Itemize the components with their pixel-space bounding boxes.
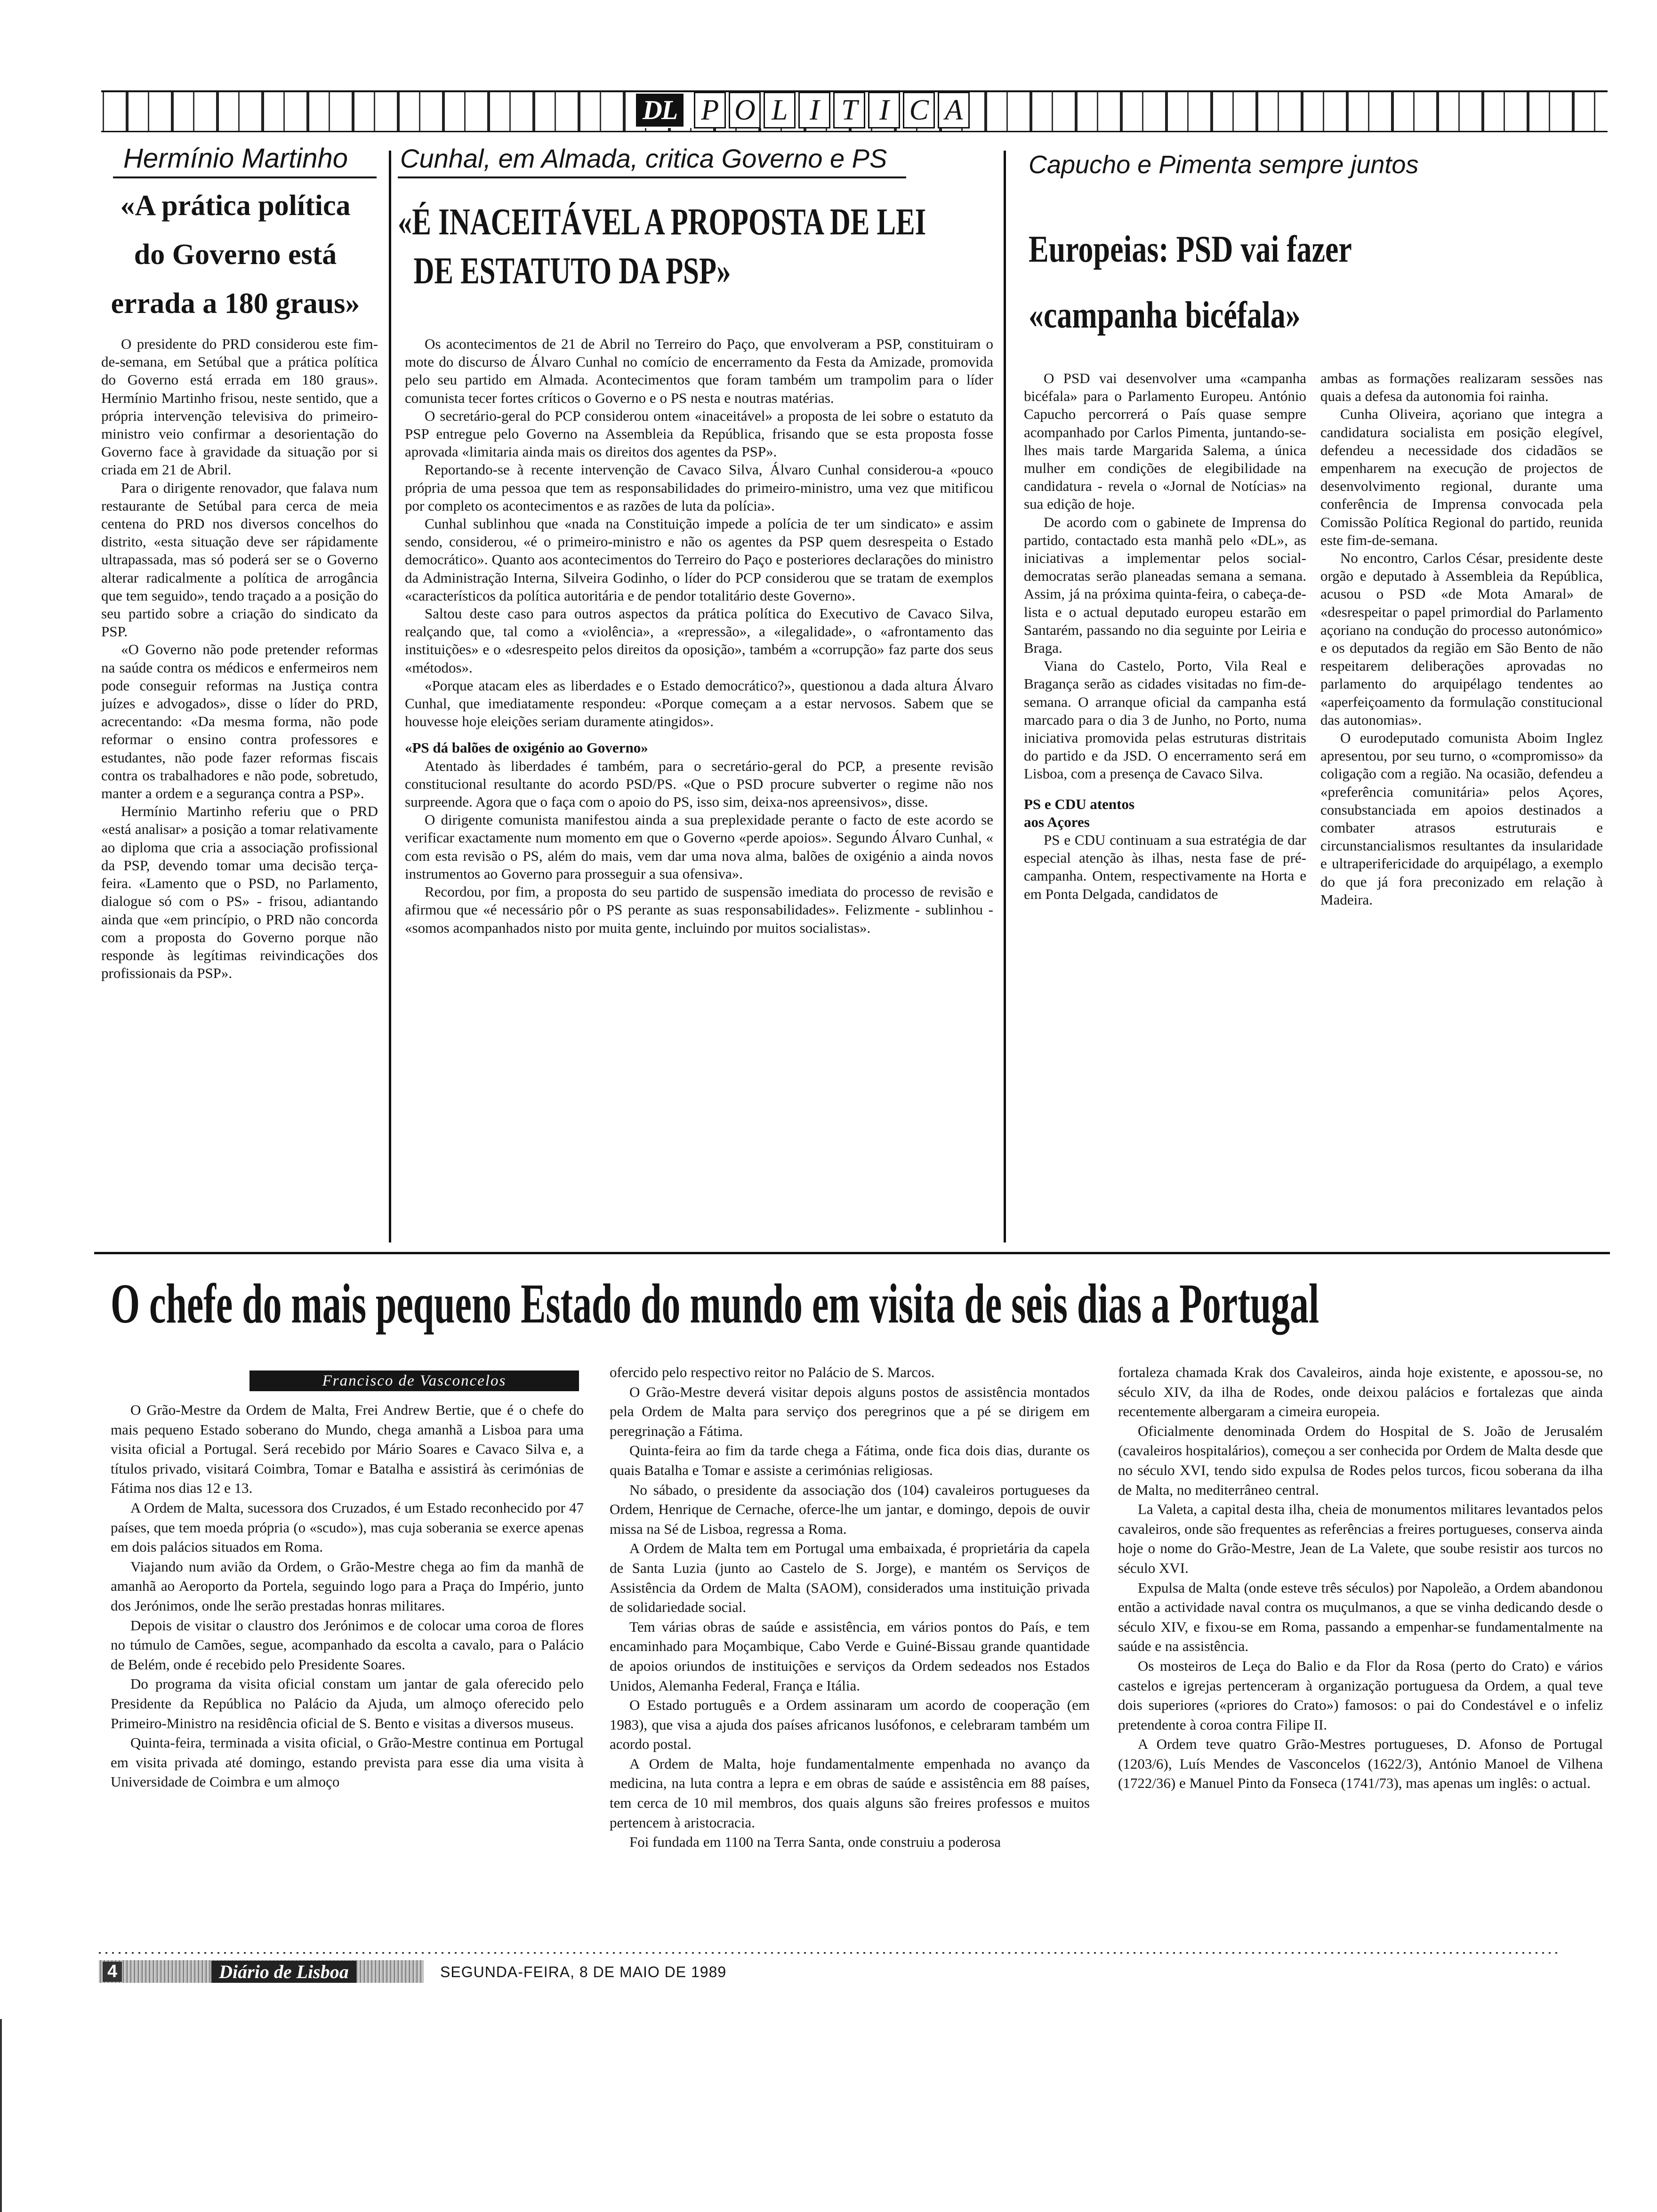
paragraph: Viajando num avião da Ordem, o Grão-Mestre chega ao fim da manhã de amanhã ao Aeroporto da Portela, seguindo logo para a Praça do Império, junto dos Jerónimos, onde lhe serão prestadas honras militares.: [111, 1558, 584, 1614]
section-letter: T: [833, 92, 865, 128]
paragraph: Viana do Castelo, Porto, Vila Real e Bragança serão as cidades visitadas no fim-de-semana. O arranque oficial da campanha está marcado para o dia 3 de Junho, no Porto, numa iniciativa promovida pelas estruturas distritais do partido e da JSD. O encerramento será em Lisboa, com a presença de Cavaco Silva.: [1024, 657, 1306, 782]
paragraph: Os acontecimentos de 21 de Abril no Terreiro do Paço, que envolveram a PSP, constituiram o mote do discurso de Álvaro Cunhal no comício de encerramento da Festa da Amizade, promovida pelo seu partido em Almada. Acontecimentos que foram também um trampolim para o líder comunista tecer fortes críticos o Governo e o PS nesta e noutras matérias.: [405, 336, 993, 406]
paragraph: A Ordem de Malta, sucessora dos Cruzados, é um Estado reconhecido por 47 países, que tem moeda própria (o «scudo»), mas cuja soberania se exerce apenas em dois palácios situados em Roma.: [111, 1499, 584, 1555]
paragraph: «O Governo não pode pretender reformas na saúde contra os médicos e enfermeiros nem pode conseguir reformas na Justiça contra juízes e advogados», disse o líder do PRD, acrecentando: «Da mesma forma, não pode reformar o ensino contra professores e estudantes, não pode fazer reformas fiscais contra os trabalhadores e não pode, sobretudo, manter a ordem e a segurança contra a PSP».: [101, 641, 378, 802]
kicker-underline: [398, 176, 906, 178]
article4-body-col1: [111, 1400, 584, 1792]
paragraph: O presidente do PRD considerou este fim-de-semana, em Setúbal que a prática política do Governo está errada em 180 graus». Hermínio Martinho frisou, neste sentido, que a própria intervenção televisiva do primeiro-ministro veio confirmar a desorientação do Governo face à gravidade da situação por si criada em 21 de Abril.: [101, 336, 378, 478]
headline-line: errada a 180 graus»: [111, 288, 360, 320]
paragraph: O PSD vai desenvolver uma «campanha bicéfala» para o Parlamento Europeu. António Capucho percorrerá o País quase sempre acompanhado por Carlos Pimenta, juntando-se-lhes mais tarde Margarida Salema, a única mulher em condições de elegibilidade na candidatura - revela o «Jornal de Notícias» na sua edição de hoje.: [1024, 370, 1306, 513]
article4-body-col3: [1118, 1362, 1603, 1793]
headline-line: «campanha bicéfala»: [1029, 295, 1301, 336]
section-letter: P: [694, 92, 726, 128]
section-letter: L: [764, 92, 796, 128]
paragraph: O eurodeputado comunista Aboim Inglez apresentou, por seu turno, o «compromisso» da coligação com a região. Na ocasião, defendeu a «preferência comunitária» pelos Açores, consubstanciada em apoios destinados a combater atrasos estruturais e circunstancialismos resultantes da insularidade e ultraperifericidade do arquipélago, a exemplo do que já fora preconizado em relação à Madeira.: [1320, 729, 1603, 908]
section-letter: A: [938, 92, 970, 128]
paragraph: Recordou, por fim, a proposta do seu partido de suspensão imediata do processo de revisão e afirmou que «é necessário pôr o PS perante as suas responsabilidades». Felizmente - sublinhou - «somos acompanhados nisto por muita gente, incluindo por muitos socialistas».: [405, 883, 993, 936]
paragraph: Hermínio Martinho referiu que o PRD «está analisar» a posição a tomar relativamente ao diploma que cria a associação profissional da PSP, devendo tomar uma decisão terça-feira. «Lamento que o PSD, no Parlamento, dialogue só com o PS» - frisou, adiantando ainda que «em princípio, o PRD não concorda com a proposta do Governo porque não responde às legítimas reivindicações dos profissionais da PSP».: [101, 803, 378, 982]
paragraph: No encontro, Carlos César, presidente deste orgão e deputado à Assembleia da República, acusou o PSD «de Mota Amaral» de «desrespeitar o papel primordial do Parlamento açoriano na condução do processo autonómico» e os deputados da região em São Bento de não respeitarem deliberações aprovadas no parlamento do arquipélago tendentes ao «aperfeiçoamento da formulação constitucional das autonomias».: [1320, 550, 1603, 728]
headline-line: «É INACEITÁVEL A PROPOSTA DE LEI: [398, 201, 926, 243]
paper-name: Diário de Lisboa: [211, 1961, 356, 1983]
article2-body: [405, 335, 993, 937]
paragraph: Oficialmente denominada Ordem do Hospital de S. João de Jerusalém (cavaleiros hospitalários), começou a ser conhecida por Ordem de Malta desde que no século XVI, tendo sido expulsa de Rodes pelos turcos, ficou soberana da ilha de Malta, no mediterrâneo central.: [1118, 1422, 1603, 1498]
paragraph: Reportando-se à recente intervenção de Cavaco Silva, Álvaro Cunhal considerou-a «pouco própria de uma pessoa que tem as responsabilidades do primeiro-ministro, uma vez que mitificou por completo os acontecimentos e as razões de luta da polícia».: [405, 461, 993, 514]
section-header: [633, 92, 975, 128]
column-rule: [389, 151, 391, 1242]
paragraph: A Ordem de Malta tem em Portugal uma embaixada, é proprietária da capela de Santa Luzia (junto ao Castelo de S. Jorge), e mantém os Serviços de Assistência da Ordem de Malta (SAOM), considerados uma instituição privada de solidariedade social.: [610, 1540, 1090, 1616]
paragraph: Cunha Oliveira, açoriano que integra a candidatura socialista em posição elegível, defendeu a necessidade dos cidadãos se empenharem na execução de projectos de desenvolvimento regional, durante uma conferência de Imprensa convocada pela Comissão Política Regional do partido, reunida este fim-de-semana.: [1320, 406, 1603, 548]
paragraph: ambas as formações realizaram sessões nas quais a defesa da autonomia foi rainha.: [1320, 370, 1603, 405]
byline-bar: [249, 1370, 579, 1391]
paragraph: No sábado, o presidente da associação dos (104) cavaleiros portugueses da Ordem, Henrique de Cernache, oferce-lhe um jantar, e domingo, depois de ouvir missa na Sé de Lisboa, regressa a Roma.: [610, 1481, 1090, 1537]
paragraph: PS e CDU continuam a sua estratégia de dar especial atenção às ilhas, nesta fase de pré-campanha. Ontem, respectivamente na Horta e em Ponta Delgada, candidatos de: [1024, 832, 1306, 902]
subheading-line: PS e CDU atentos: [1024, 795, 1135, 812]
headline-line: DE ESTATUTO DA PSP»: [413, 250, 731, 292]
article1-body: [101, 335, 378, 982]
paragraph: Depois de visitar o claustro dos Jerónimos e de colocar uma coroa de flores no túmulo de Camões, segue, acompanhado da escolta a cavalo, para o Palácio de Belém, onde é recebido pelo Presidente Soares.: [111, 1617, 584, 1673]
headline-line: do Governo está: [134, 239, 337, 271]
column-rule: [1004, 151, 1006, 1242]
paragraph: O secretário-geral do PCP considerou ontem «inaceitável» a proposta de lei sobre o estatuto da PSP entregue pelo Governo na Assembleia da República, frisando que se esta proposta fosse aprovada «limitaria ainda mais os direitos dos agentes da PSP».: [405, 407, 993, 460]
paragraph: O Estado português e a Ordem assinaram um acordo de cooperação (em 1983), que visa a ajuda dos países africanos lusófonos, e celebraram também um acordo postal.: [610, 1697, 1090, 1753]
footer-dotted-rule: [99, 1952, 1558, 1954]
kicker-underline: [113, 176, 377, 178]
article3-body-left: [1024, 369, 1306, 903]
paragraph: Expulsa de Malta (onde esteve três séculos) por Napoleão, a Ordem abandonou então a actividade naval contra os muçulmanos, a que se vinha dedicando desde o século XIV, e fixou-se em Roma, passando a empenhar-se fundamentalmente na saúde e na assistência.: [1118, 1579, 1603, 1655]
paragraph: ofercido pelo respectivo reitor no Palácio de S. Marcos.: [610, 1364, 935, 1380]
byline: Francisco de Vasconcelos: [322, 1372, 507, 1389]
article1-headline: [94, 181, 377, 328]
paragraph: A Ordem de Malta, hoje fundamentalmente empenhada no avanço da medicina, na luta contra a lepra e em obras de saúde e assistência em 88 países, tem cerca de 10 mil membros, dos quais alguns são freires professos e muitos pertencem à aristocracia.: [610, 1755, 1090, 1831]
headline-line: Europeias: PSD vai fazer: [1029, 229, 1352, 270]
paragraph: O Grão-Mestre da Ordem de Malta, Frei Andrew Bertie, que é o chefe do mais pequeno Estado soberano do Mundo, chega amanhã a Lisboa para uma visita oficial a Portugal. Será recebido por Mário Soares e Cavaco Silva e, a títulos privado, visitará Coimbra, Tomar e Batalha e assistirá às cerimónias de Fátima nos dias 12 e 13.: [111, 1402, 584, 1497]
page-edge: [0, 2019, 2, 2212]
paragraph: A Ordem teve quatro Grão-Mestres portugueses, D. Afonso de Portugal (1203/6), Luís Mendes de Vasconcelos (1622/3), António Manoel de Vilhena (1722/36) e Manuel Pinto da Fonseca (1741/73), mas apenas um inglês: o actual.: [1118, 1736, 1603, 1792]
article1-kicker: Hermínio Martinho: [123, 143, 348, 174]
paragraph: fortaleza chamada Krak dos Cavaleiros, ainda hoje existente, e apossou-se, no século XIV, da ilha de Rodes, onde deixou palácios e fortalezas que ainda recentemente albergaram a cimeira europeia.: [1118, 1364, 1603, 1420]
subheading: [1024, 795, 1306, 831]
article3-kicker: Capucho e Pimenta sempre juntos: [1029, 151, 1419, 179]
section-letter: I: [798, 92, 830, 128]
paragraph: Do programa da visita oficial constam um jantar de gala oferecido pelo Presidente da República no Palácio da Ajuda, um almoço oferecido pelo Primeiro-Ministro na residência oficial de S. Bento e visitas a diversos museus.: [111, 1675, 584, 1731]
section-title: [694, 92, 973, 128]
page-number: 4: [103, 1962, 122, 1982]
article4-body-col2: [610, 1362, 1090, 1852]
article3-headline: [1029, 216, 1593, 348]
paragraph: Cunhal sublinhou que «nada na Constituição impede a polícia de ter um sindicato» e assim sendo, considerou, «é o primeiro-ministro e não os agentes da PSP quem desrespeita o Estado democrático». Quanto aos acontecimentos do Terreiro do Paço e posteriores declarações do ministro da Administração Interna, Silveira Godinho, o líder do PCP considerou que se tratam de exemplos «característicos da política autoritária e de pendor totalitário deste Governo».: [405, 515, 993, 604]
paragraph: O Grão-Mestre deverá visitar depois alguns postos de assistência montados pela Ordem de Malta para serviço dos peregrinos que a pé se dirigem em peregrinação a Fátima.: [610, 1383, 1090, 1439]
article2-kicker: Cunhal, em Almada, critica Governo e PS: [400, 144, 887, 173]
article2-headline: [398, 198, 991, 296]
paragraph: Atentado às liberdades é também, para o secretário-geral do PCP, a presente revisão constitucional resultante do acordo PSD/PS. «Que o PSD procure subverter o regime não nos surpreende. Agora que o faça com o apoio do PS, isso sim, deixa-nos apreensivos», disse.: [405, 757, 993, 810]
headline-line: «A prática política: [120, 190, 351, 222]
paragraph: «Porque atacam eles as liberdades e o Estado democrático?», questionou a dada altura Álvaro Cunhal, que imediatamente respondeu: «Porque começam a a estar nervosos. Sabem que se houvesse hoje eleições seriam duramente atingidos».: [405, 677, 993, 730]
paragraph: Quinta-feira, terminada a visita oficial, o Grão-Mestre continua em Portugal em visita privada até domingo, estando prevista para esse dia uma visita à Universidade de Coimbra e um almoço: [111, 1734, 584, 1790]
dl-logo: DL: [636, 94, 684, 127]
paragraph: De acordo com o gabinete de Imprensa do partido, contactado esta manhã pelo «DL», as iniciativas a implementar pelos social-democratas serão planeadas semana a semana. Assim, já na próxima quinta-feira, o cabeça-de-lista e o actual deputado europeu estarão em Santarém, passando no dia seguinte por Leiria e Braga.: [1024, 513, 1306, 657]
subheading-line: aos Açores: [1024, 813, 1090, 830]
section-letter: O: [729, 92, 761, 128]
article3-body-right: [1320, 369, 1603, 909]
section-letter: I: [868, 92, 900, 128]
paragraph: O dirigente comunista manifestou ainda a sua preplexidade perante o facto de este acordo se verificar exactamente num momento em que o Governo «perde apoios». Segundo Álvaro Cunhal, « com esta revisão o PS, além do mais, vem dar uma nova alma, balões de oxigénio a ainda novos instrumentos ao Governo para prosseguir a sua ofensiva».: [405, 811, 993, 882]
paragraph: Quinta-feira ao fim da tarde chega a Fátima, onde fica dois dias, durante os quais Batalha e Tomar e assiste a cerimónias religiosas.: [610, 1442, 1090, 1478]
paragraph: Os mosteiros de Leça do Balio e da Flor da Rosa (perto do Crato) e vários castelos e igrejas pertenceram à organização portuguesa da Ordem, a qual teve dois superiores («priores do Crato») famosos: o pai do Condestável e o infeliz pretendente à coroa contra Filipe II.: [1118, 1657, 1603, 1733]
footer-date: SEGUNDA-FEIRA, 8 DE MAIO DE 1989: [440, 1964, 727, 1980]
article4-headline: O chefe do mais pequeno Estado do mundo em visita de seis dias a Portugal: [111, 1272, 1319, 1335]
subheading: «PS dá balões de oxigénio ao Governo»: [405, 739, 648, 756]
paragraph: Para o dirigente renovador, que falava num restaurante de Setúbal para cerca de meia centena do PRD nos diversos concelhos do distrito, «esta situação deve ser rápidamente ultrapassada, mas só poderá ser se o Governo alterar radicalmente a política de arrogância que tem seguido», tendo traçado a a posição do seu partido sobre a criação do sindicato da PSP.: [101, 479, 378, 640]
paragraph: Foi fundada em 1100 na Terra Santa, onde construiu a poderosa: [629, 1834, 1001, 1851]
footer-band: [99, 1960, 424, 1983]
section-letter: C: [903, 92, 935, 128]
paragraph: La Valeta, a capital desta ilha, cheia de monumentos militares levantados pelos cavaleiros, onde são frequentes as referências a freires portugueses, conserva ainda hoje o nome do Grão-Mestre, Jean de La Valete, que soube resistir aos turcos no século XVI.: [1118, 1501, 1603, 1576]
paragraph: Tem várias obras de saúde e assistência, em vários pontos do País, e tem encaminhado para Moçambique, Cabo Verde e Guiné-Bissau grande quantidade de apoios oriundos de instituições e serviços da Ordem sedeados nos Estados Unidos, Alemanha Federal, França e Itália.: [610, 1618, 1090, 1694]
section-divider: [94, 1252, 1610, 1254]
paragraph: Saltou deste caso para outros aspectos da prática política do Executivo de Cavaco Silva, realçando que, tal como a «violência», a «repressão», a «ilegalidade», o «afrontamento das instituições» e o «desrespeito pelos direitos da oposição», também a «corrupção» faz parte dos seus «métodos».: [405, 605, 993, 676]
